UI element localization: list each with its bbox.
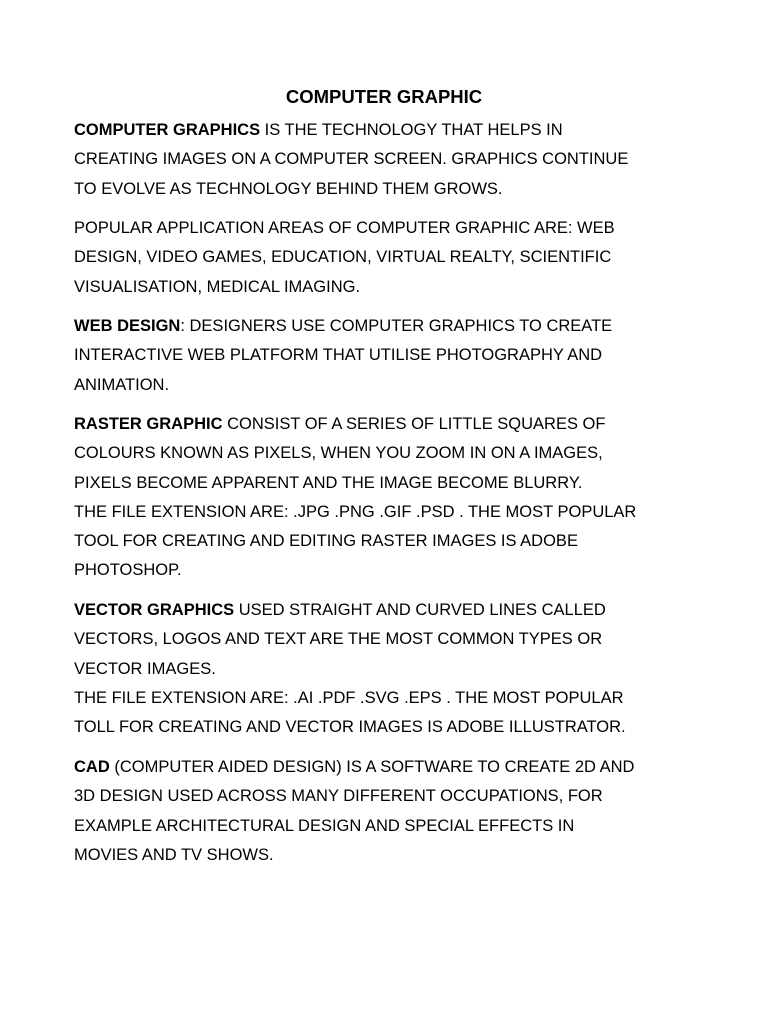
text-line: VECTOR IMAGES. <box>74 659 216 678</box>
text-line: COLOURS KNOWN AS PIXELS, WHEN YOU ZOOM IN ON A IMAGES, <box>74 444 603 463</box>
text-line: TO EVOLVE AS TECHNOLOGY BEHIND THEM GROWS. <box>74 179 503 198</box>
document-title: COMPUTER GRAPHIC <box>285 86 483 107</box>
term-heading: COMPUTER GRAPHICS <box>74 121 261 139</box>
text-line: INTERACTIVE WEB PLATFORM THAT UTILISE PHOTOGRAPHY AND <box>74 346 603 365</box>
text-line: ANIMATION. <box>74 375 170 394</box>
paragraph-computer-graphics <box>74 116 714 204</box>
text-line: POPULAR APPLICATION AREAS OF COMPUTER GRAPHIC ARE: WEB <box>74 219 615 237</box>
paragraph-web-design <box>74 312 714 400</box>
text-line <box>74 410 714 439</box>
text-line: CREATING IMAGES ON A COMPUTER SCREEN. GRAPHICS CONTINUE <box>74 150 629 169</box>
text-line <box>74 596 714 625</box>
paragraph-application-areas <box>74 214 714 302</box>
line-text: USED STRAIGHT AND CURVED LINES CALLED <box>234 601 606 619</box>
text-line: TOLL FOR CREATING AND VECTOR IMAGES IS ADOBE ILLUSTRATOR. <box>74 718 626 737</box>
term-heading: RASTER GRAPHIC <box>74 415 223 433</box>
text-line: VECTORS, LOGOS AND TEXT ARE THE MOST COMMON TYPES OR <box>74 630 603 649</box>
paragraph-vector-graphics <box>74 596 714 742</box>
term-heading: CAD <box>74 758 110 776</box>
line-text: (COMPUTER AIDED DESIGN) IS A SOFTWARE TO CREATE 2D AND <box>109 758 635 776</box>
text-line <box>74 116 714 145</box>
paragraph-cad <box>74 753 714 870</box>
paragraph-raster-graphic <box>74 410 714 586</box>
line-text: IS THE TECHNOLOGY THAT HELPS IN <box>260 121 563 139</box>
text-line: THE FILE EXTENSION ARE: .AI .PDF .SVG .EPS . THE MOST POPULAR <box>74 688 624 707</box>
text-line <box>74 312 714 341</box>
line-text: : DESIGNERS USE COMPUTER GRAPHICS TO CREATE <box>180 317 613 335</box>
text-line: 3D DESIGN USED ACROSS MANY DIFFERENT OCCUPATIONS, FOR <box>74 787 603 806</box>
text-line: EXAMPLE ARCHITECTURAL DESIGN AND SPECIAL EFFECTS IN <box>74 816 575 835</box>
text-line: PIXELS BECOME APPARENT AND THE IMAGE BECOME BLURRY. <box>74 473 583 492</box>
text-line <box>74 753 714 782</box>
text-line: MOVIES AND TV SHOWS. <box>74 845 274 864</box>
text-line: PHOTOSHOP. <box>74 561 182 580</box>
text-line: TOOL FOR CREATING AND EDITING RASTER IMAGES IS ADOBE <box>74 532 578 551</box>
text-line: DESIGN, VIDEO GAMES, EDUCATION, VIRTUAL REALTY, SCIENTIFIC <box>74 248 612 267</box>
term-heading: VECTOR GRAPHICS <box>74 601 235 619</box>
text-line: THE FILE EXTENSION ARE: .JPG .PNG .GIF .PSD . THE MOST POPULAR <box>74 502 637 521</box>
term-heading: WEB DESIGN <box>74 317 181 335</box>
text-line: VISUALISATION, MEDICAL IMAGING. <box>74 277 361 296</box>
line-text: CONSIST OF A SERIES OF LITTLE SQUARES OF <box>222 415 606 433</box>
